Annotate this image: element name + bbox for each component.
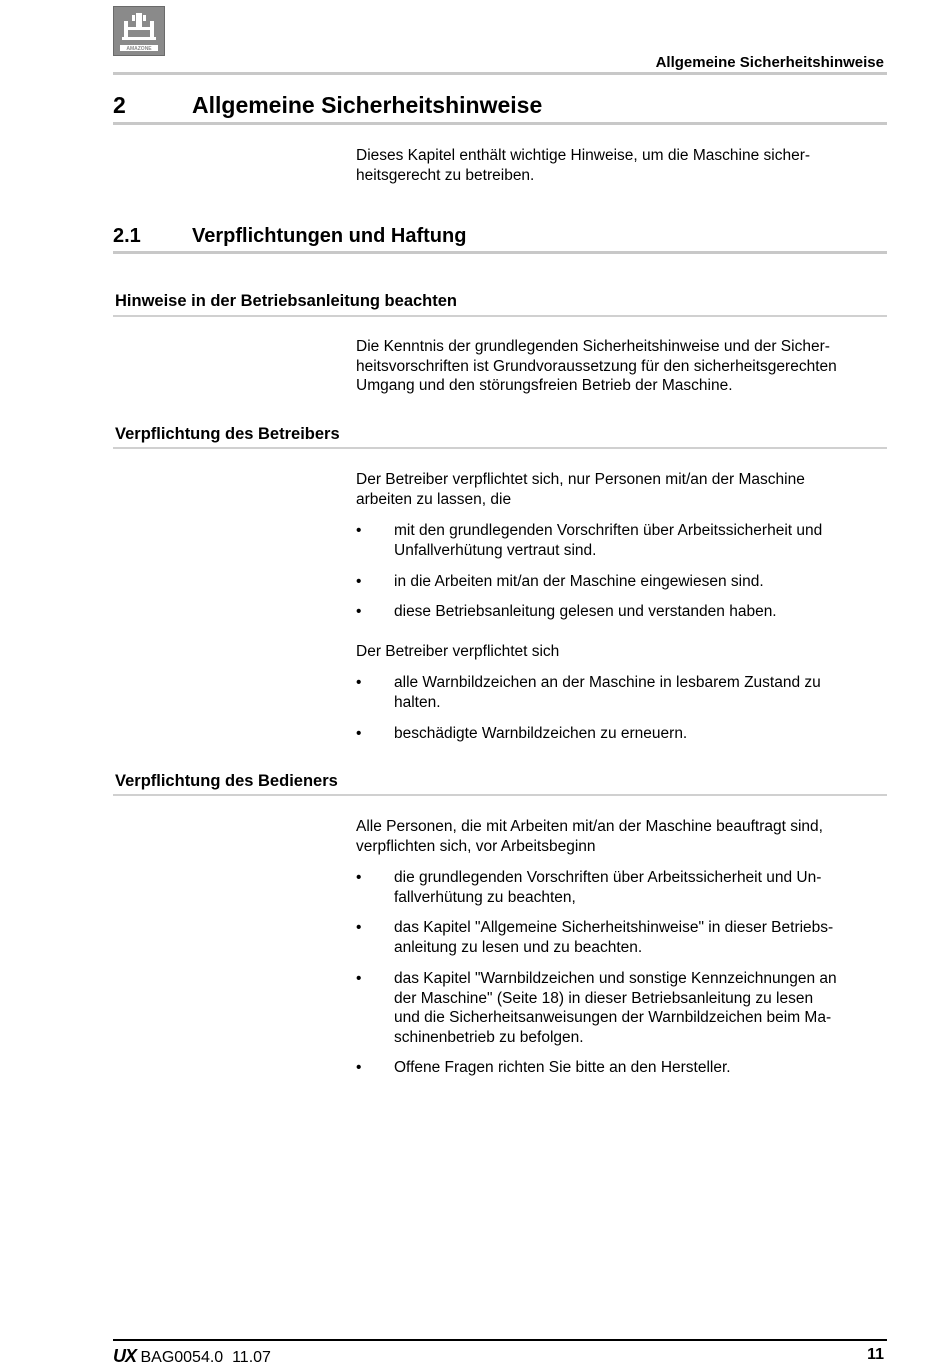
bullet-icon: •	[356, 573, 362, 590]
list-item-text: diese Betriebsanleitung gelesen und verstanden haben.	[394, 603, 777, 620]
bullet-icon: •	[356, 919, 362, 936]
bullet-icon: •	[356, 970, 362, 987]
amazone-logo	[113, 6, 165, 56]
page-number: 11	[867, 1346, 884, 1363]
section-number: 2.1	[113, 225, 141, 247]
list-item-text: mit den grundlegenden Vorschriften über Arbeitssicherheit und Unfallverhütung vertraut sind.	[394, 522, 823, 559]
subheading-bediener: Verpflichtung des Bedieners	[115, 772, 338, 790]
subheading-rule	[113, 447, 887, 449]
section-rule	[113, 251, 887, 254]
subheading-betreiber: Verpflichtung des Betreibers	[115, 425, 340, 443]
logo-text: AMAZONE	[126, 46, 152, 52]
hinweise-text: Die Kenntnis der grundlegenden Sicherheitshinweise und der Sicher- heitsvorschriften ist Grundvoraussetzung für den sicherheitsgerechten Umgang und den störungsfreien Betrieb der Maschine.	[356, 338, 837, 394]
footer-doc-code: BAG0054.0 11.07	[140, 1349, 271, 1366]
list-item-text: alle Warnbildzeichen an der Maschine in lesbarem Zustand zu halten.	[394, 674, 821, 711]
bullet-icon: •	[356, 522, 362, 539]
header-rule	[113, 72, 887, 75]
section-title: Verpflichtungen und Haftung	[192, 225, 467, 247]
chapter-intro: Dieses Kapitel enthält wichtige Hinweise, um die Maschine sicher- heitsgerecht zu betreiben.	[356, 147, 811, 184]
list-item-text: das Kapitel "Allgemeine Sicherheitshinweise" in dieser Betriebs- anleitung zu lesen und zu beachten.	[394, 919, 834, 956]
bediener-intro: Alle Personen, die mit Arbeiten mit/an der Maschine beauftragt sind, verpflichten sich, vor Arbeitsbeginn	[356, 818, 823, 855]
betreiber-intro: Der Betreiber verpflichtet sich, nur Personen mit/an der Maschine arbeiten zu lassen, die	[356, 471, 805, 508]
subheading-rule	[113, 315, 887, 317]
bullet-icon: •	[356, 603, 362, 620]
subheading-rule	[113, 794, 887, 796]
amazone-logo-mark	[114, 7, 164, 55]
list-item-text: die grundlegenden Vorschriften über Arbeitssicherheit und Un- fallverhütung zu beachten,	[394, 869, 822, 906]
bullet-icon: •	[356, 674, 362, 691]
betreiber-intro-2: Der Betreiber verpflichtet sich	[356, 643, 560, 660]
footer-rule	[113, 1339, 887, 1341]
list-item-text: beschädigte Warnbildzeichen zu erneuern.	[394, 725, 688, 742]
bullet-icon: •	[356, 725, 362, 742]
chapter-title: Allgemeine Sicherheitshinweise	[192, 92, 543, 118]
chapter-number: 2	[113, 92, 126, 118]
list-item-text: in die Arbeiten mit/an der Maschine eingewiesen sind.	[394, 573, 764, 590]
chapter-rule	[113, 122, 887, 125]
running-header-title: Allgemeine Sicherheitshinweise	[655, 54, 884, 71]
list-item-text: Offene Fragen richten Sie bitte an den Hersteller.	[394, 1059, 731, 1076]
footer-doc-info	[113, 1346, 271, 1367]
subheading-hinweise: Hinweise in der Betriebsanleitung beachten	[115, 292, 457, 310]
footer-product: UX	[113, 1346, 137, 1366]
bullet-icon: •	[356, 869, 362, 886]
bullet-icon: •	[356, 1059, 362, 1076]
list-item-text: das Kapitel "Warnbildzeichen und sonstige Kennzeichnungen an der Maschine" (Seite 18) in dieser Betriebsanleitung zu lesen und die Sicherheitsanweisungen der Warnbildzeichen beim Ma- schinenbetrieb zu befolgen.	[394, 970, 837, 1046]
